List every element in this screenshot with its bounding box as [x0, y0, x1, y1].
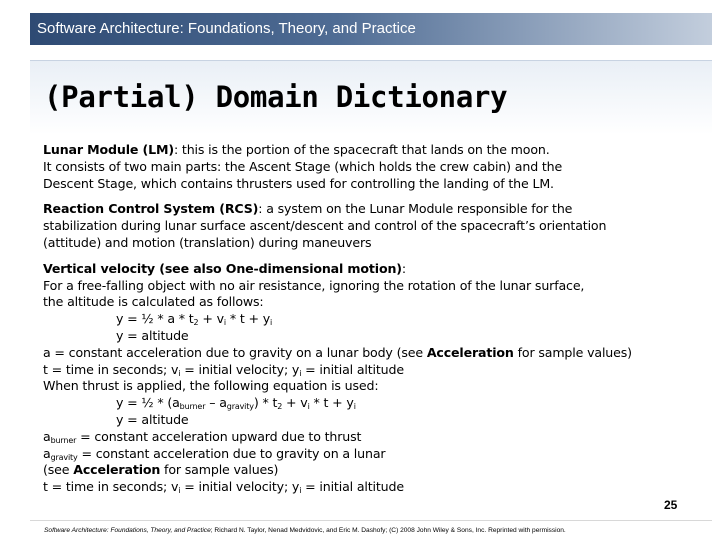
equation-definition: y = altitude: [116, 411, 189, 427]
dictionary-content: [43, 142, 683, 496]
text-line: $a_{burner}$ = constant acceleration upward due to thrust: [43, 428, 362, 445]
text-line: It consists of two main parts: the Ascent Stage (which holds the crew cabin) and the: [43, 158, 563, 174]
equation-free-fall: y = ½ * $a * t_2 + v_i * t + y_i$: [116, 311, 273, 328]
text-line: (see Acceleration for sample values): [43, 462, 279, 478]
footer-divider: [30, 520, 712, 521]
text-line: stabilization during lunar surface ascent/descent and control of the spacecraft’s orientation: [43, 218, 607, 234]
text-line: $a_{gravity}$ = constant acceleration due to gravity on a lunar: [43, 445, 386, 462]
term-acceleration: Acceleration: [426, 344, 514, 360]
text-line: Descent Stage, which contains thrusters used for controlling the landing of the LM.: [43, 175, 554, 191]
text-line: For a free-falling object with no air resistance, ignoring the rotation of the lunar surface,: [43, 277, 585, 293]
entry-vertical-velocity: [43, 261, 683, 496]
term-lunar-module: Lunar Module (LM): [43, 142, 174, 157]
text-line: a = constant acceleration due to gravity on a lunar body (see Acceleration for sample values): [43, 344, 632, 360]
text-line: t = time in seconds; $v_i$ = initial velocity; $y_i$ = initial altitude: [43, 361, 404, 378]
text-line: (attitude) and motion (translation) during maneuvers: [43, 234, 372, 250]
page-number: 25: [664, 498, 678, 512]
equation-thrust: y = ½ * $(a_{burner} - a_{gravity}) * t_2 + v_i * t + y_i$: [116, 395, 356, 412]
term-rcs: Reaction Control System (RCS): [43, 201, 259, 217]
entry-reaction-control-system: [43, 201, 683, 251]
colon: :: [401, 260, 406, 276]
entry-lunar-module: [43, 142, 683, 192]
definition-text: : this is the portion of the spacecraft that lands on the moon.: [173, 142, 550, 157]
text-line: [43, 142, 683, 159]
definition-text: : a system on the Lunar Module responsible for the: [258, 201, 573, 217]
header-title: Software Architecture: Foundations, Theory, and Practice: [37, 20, 416, 37]
slide-title: (Partial) Domain Dictionary: [44, 80, 508, 114]
text-line: t = time in seconds; $v_i$ = initial velocity; $y_i$ = initial altitude: [43, 479, 404, 496]
footer-book-title: Software Architecture: Foundations, Theory, and Practice: [44, 527, 211, 534]
text-line: [43, 261, 683, 278]
footer-credit: [44, 527, 566, 534]
term-acceleration: Acceleration: [73, 462, 161, 478]
text-line: [43, 201, 683, 218]
term-one-dimensional-motion: One-dimensional motion): [225, 260, 402, 276]
text-line: When thrust is applied, the following equation is used:: [43, 378, 379, 394]
header-bar: [30, 13, 712, 45]
footer-credit-text: ; Richard N. Taylor, Nenad Medvidovic, and Eric M. Dashofy; (C) 2008 John Wiley & Sons, Inc. Reprinted with permission.: [210, 527, 566, 534]
term-vertical-velocity: Vertical velocity (see also: [43, 260, 226, 276]
equation-definition: y = altitude: [116, 327, 189, 343]
text-line: the altitude is calculated as follows:: [43, 294, 264, 310]
